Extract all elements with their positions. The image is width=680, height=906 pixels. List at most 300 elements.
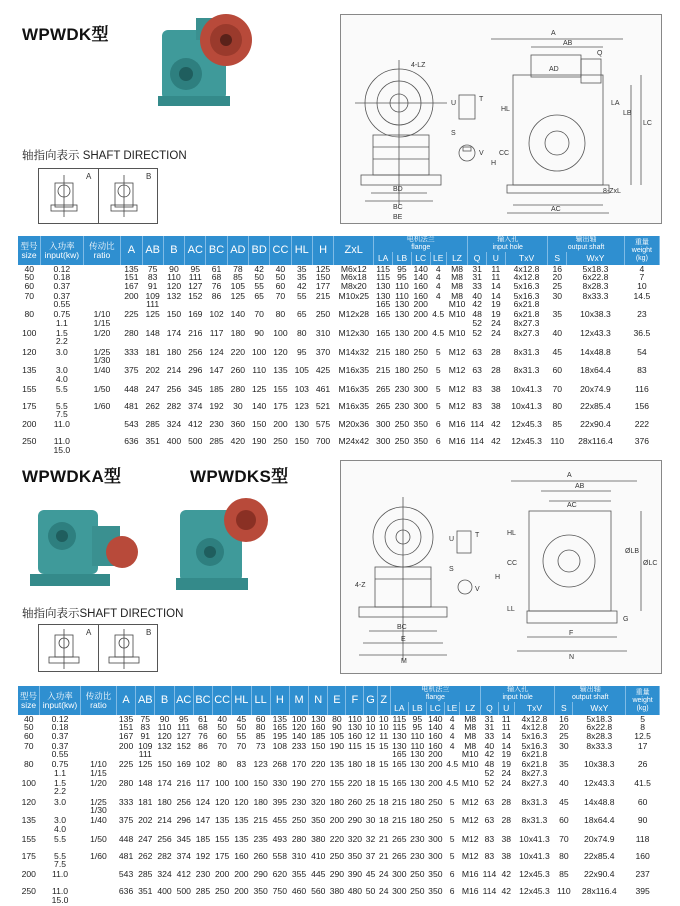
cell-power: 0.75 1.1	[53, 309, 71, 328]
cell-le: 4 4 4	[435, 264, 441, 291]
cell-lc: 250	[413, 365, 428, 376]
cell-g: 18	[365, 778, 376, 789]
cell-e: 180	[329, 796, 345, 807]
cell-txv: 12x45.3	[519, 886, 550, 897]
header-weight-en: weight	[631, 246, 652, 254]
header-weight-zh: 重量	[635, 688, 650, 696]
cell-la: 265	[375, 400, 391, 411]
cell-m: 100 120 140	[291, 714, 307, 741]
cell-cc: 200	[273, 419, 288, 430]
cell-bc: 124	[195, 796, 211, 807]
cell-q: 83	[472, 383, 482, 394]
header-col-e: E	[328, 686, 346, 715]
cell-b: 174	[157, 778, 172, 789]
cell-le: 5	[449, 796, 455, 807]
cell-cc: 250	[273, 436, 288, 447]
cell-wxy: 14x48.8	[580, 346, 611, 357]
cell-le: 5	[449, 850, 455, 861]
cell-le: 5	[435, 346, 441, 357]
header-flange	[390, 686, 480, 702]
cell-a: 636	[124, 436, 139, 447]
header-size	[18, 686, 40, 715]
cell-bc: 117	[196, 778, 210, 789]
cell-le: 4	[449, 740, 455, 751]
cell-ll: 73	[255, 740, 266, 751]
cell-b: 324	[157, 869, 172, 880]
cell-lb: 95 95 110	[395, 264, 409, 291]
cell-size: 40 50 60	[24, 714, 34, 741]
cell-la: 300	[392, 869, 407, 880]
cell-la: 265	[392, 850, 407, 861]
cell-lb: 250	[394, 419, 410, 430]
cell-h: 215	[315, 290, 331, 301]
cell-lb: 110 130	[410, 740, 425, 760]
cell-ab: 247	[138, 833, 153, 844]
cell-h: 370	[315, 346, 331, 357]
cell-wxy: 10x38.3	[580, 309, 611, 320]
cell-bd: 110	[252, 365, 266, 376]
cell-zxl: M20x36	[338, 419, 370, 430]
cell-h: 521	[315, 400, 331, 411]
table-row	[18, 329, 660, 348]
table-row	[18, 715, 660, 742]
cell-b: 400	[157, 886, 172, 897]
cell-f: 390	[347, 869, 363, 880]
cell-s: 80	[559, 850, 569, 861]
header-col-cc: CC	[213, 686, 232, 715]
dim2-label-cc: CC	[507, 560, 518, 567]
cell-ll: 60 80 85	[255, 714, 266, 741]
cell-a: 280	[124, 328, 139, 339]
spec-table-wpwdka	[18, 686, 660, 906]
cell-lz: M10	[448, 309, 466, 320]
cell-b: 256	[157, 833, 172, 844]
header-sub-u: U	[498, 702, 514, 715]
cell-n: 270	[311, 778, 326, 789]
header-col-n: N	[309, 686, 328, 715]
cell-size: 120	[21, 796, 36, 807]
dim2-label-h: H	[495, 574, 501, 581]
cell-ratio: 1/20	[90, 778, 107, 789]
cell-b: 90 110 120	[157, 714, 172, 741]
cell-hl: 105	[294, 365, 309, 376]
header-col-ad: AD	[227, 236, 248, 265]
cell-a: 200	[124, 290, 139, 301]
cell-ac: 374	[188, 400, 203, 411]
cell-bc: 102	[209, 309, 224, 320]
cell-z: 18	[378, 815, 389, 826]
cell-weight: 23	[637, 309, 647, 320]
cell-wxy: 14x48.8	[584, 796, 615, 807]
cell-bd: 42 50 55	[254, 264, 264, 291]
cell-a: 225	[124, 309, 139, 320]
cell-weight: 90	[637, 815, 648, 826]
dim-label-8zxl: 8-ZxL	[603, 188, 621, 195]
table-row	[18, 870, 660, 887]
cell-bc: 61 68 76	[211, 264, 222, 291]
header-input-hole-en: input hole	[502, 694, 533, 701]
cell-ab: 351	[138, 886, 153, 897]
header-col-a: A	[116, 686, 135, 715]
cell-hl: 160	[234, 850, 249, 861]
cell-power: 3.0 4.0	[54, 815, 66, 834]
cell-lb: 110 130	[394, 290, 410, 310]
dir-label-b: B	[146, 172, 152, 181]
cell-lc: 200	[413, 309, 428, 320]
cell-q: 48 52	[484, 759, 495, 778]
cell-ac: 500	[188, 436, 203, 447]
cell-le: 5	[435, 383, 441, 394]
cell-power: 5.5	[54, 833, 66, 844]
dim2-label-lb: ØLB	[625, 548, 640, 555]
cell-lz: M8 M10	[461, 740, 479, 760]
cell-a: 375	[118, 815, 134, 826]
cell-ac: 256	[188, 346, 203, 357]
header-sub-wxy: WxY	[573, 702, 626, 715]
cell-s: 85	[552, 419, 563, 430]
dim-label-t: T	[479, 96, 484, 103]
cell-size: 70	[24, 740, 34, 751]
header-col-ab: AB	[136, 686, 155, 715]
cell-m: 170	[291, 759, 307, 770]
cell-zxl: M14x32	[338, 346, 370, 357]
header-input-hole-zh: 输入孔	[497, 236, 519, 243]
header-sub-q: Q	[480, 702, 498, 715]
dim2-label-v: V	[475, 586, 480, 593]
cell-power: 11.0 15.0	[51, 886, 69, 905]
cell-lc: 350	[413, 419, 428, 430]
cell-hl: 135	[234, 833, 249, 844]
cell-b: 174	[166, 328, 182, 339]
cell-power: 3.0	[55, 346, 68, 357]
cell-le: 6	[449, 886, 455, 897]
cell-lz: M12	[461, 850, 479, 861]
cell-zxl: M6x12 M6x18 M8x20	[340, 264, 367, 291]
cell-wxy: 20x74.9	[580, 383, 611, 394]
cell-wxy: 28x116.4	[581, 886, 617, 897]
cell-lz: M12	[448, 365, 466, 376]
cell-m: 280	[291, 833, 307, 844]
cell-hl: 200	[234, 886, 249, 897]
cell-la: 165	[375, 309, 391, 320]
cell-power: 5.5	[55, 383, 68, 394]
cell-bc: 185	[195, 833, 211, 844]
cell-u: 38	[501, 833, 511, 844]
cell-lb: 230	[394, 383, 410, 394]
cell-ac: 169	[188, 309, 203, 320]
header-col-cc: CC	[270, 236, 291, 265]
cell-b: 180	[166, 346, 182, 357]
cell-wxy: 22x85.4	[580, 400, 611, 411]
dim-label-bd: BD	[393, 186, 403, 193]
cell-ratio: 1/10 1/15	[90, 759, 107, 778]
cell-e: 155	[329, 778, 345, 789]
cell-cc: 200	[215, 869, 230, 880]
cell-power: 0.37 0.55	[53, 290, 71, 310]
cell-size: 155	[22, 383, 37, 394]
table-row	[18, 348, 660, 367]
cell-a: 448	[124, 383, 139, 394]
cell-lb: 250	[410, 886, 425, 897]
cell-cc: 175	[273, 400, 288, 411]
cell-lb: 130	[410, 759, 425, 770]
header-flange-zh: 电机法兰	[406, 236, 435, 243]
cell-lc: 350	[413, 436, 428, 447]
cell-la: 300	[375, 419, 391, 430]
header-input-power-en: input(kw)	[44, 249, 80, 260]
header-ratio-zh: 传动比	[89, 240, 115, 251]
cell-lz: M16	[461, 886, 479, 897]
cell-e: 290	[329, 869, 345, 880]
cell-m: 190	[291, 778, 307, 789]
cell-s: 60	[552, 365, 563, 376]
cell-txv: 8x31.3	[513, 365, 540, 376]
header-weight	[626, 686, 660, 715]
cell-ratio	[83, 265, 121, 292]
cell-ad: 360	[230, 419, 246, 430]
header-sub-s: S	[548, 252, 567, 265]
header-ratio-en: ratio	[93, 249, 111, 260]
cell-lb: 130	[394, 309, 410, 320]
cell-ll: 350	[253, 886, 268, 897]
cell-n: 130 160 185	[311, 714, 326, 741]
header-col-ll: LL	[251, 686, 270, 715]
dir-label-a-2: A	[86, 628, 92, 637]
cell-hl: 120	[234, 796, 249, 807]
header-sub-lb: LB	[408, 702, 426, 715]
cell-lb: 230	[394, 400, 410, 411]
cell-s: 30	[559, 740, 569, 751]
header-col-f: F	[346, 686, 364, 715]
table-row	[18, 366, 660, 385]
header-sub-txv: TxV	[514, 702, 555, 715]
cell-txv: 12x45.3	[511, 436, 542, 447]
cell-size: 175	[22, 400, 37, 411]
cell-a: 448	[118, 833, 134, 844]
cell-bd: 140	[251, 400, 267, 411]
header-sub-lz: LZ	[460, 702, 480, 715]
shaft-direction-label-2: 轴指向表示SHAFT DIRECTION	[22, 608, 184, 620]
cell-e: 250	[329, 850, 345, 861]
cell-n: 380	[311, 833, 326, 844]
spec-table-wpwdk	[18, 236, 660, 456]
cell-lz: M16	[448, 419, 466, 430]
dir-label-b-2: B	[146, 628, 152, 637]
cell-cc: 40 50 60	[217, 714, 227, 741]
header-output-shaft-en: output shaft	[567, 244, 605, 251]
cell-h: 750	[272, 886, 287, 897]
cell-s: 40	[559, 778, 569, 789]
cell-txv: 8x31.3	[513, 346, 540, 357]
cell-txv: 10x41.3	[511, 383, 542, 394]
cell-ratio: 1/60	[93, 400, 111, 411]
cell-bd: 100	[251, 346, 267, 357]
cell-weight: 237	[635, 869, 650, 880]
cell-b: 324	[166, 419, 182, 430]
cell-size: 100	[22, 328, 37, 339]
cell-ab: 181	[145, 346, 160, 357]
cell-ad: 125	[230, 290, 246, 301]
dim-label-be: BE	[393, 214, 403, 221]
cell-ab: 285	[145, 419, 160, 430]
cell-f: 115	[348, 740, 362, 751]
cell-txv: 12x45.3	[511, 419, 542, 430]
cell-h: 575	[315, 419, 331, 430]
cell-lz: M12	[461, 833, 479, 844]
cell-ratio: 1/25 1/30	[93, 346, 111, 365]
cell-q: 114	[470, 436, 484, 447]
cell-bc: 86	[198, 740, 208, 751]
cell-ll: 123	[253, 759, 268, 770]
cell-ll: 235	[253, 833, 268, 844]
cell-f: 480	[347, 886, 363, 897]
cell-u: 42	[501, 869, 511, 880]
cell-z: 21	[378, 850, 389, 861]
cell-wxy: 18x64.4	[580, 365, 611, 376]
dim2-label-bc: BC	[397, 624, 407, 631]
cell-weight: 41.5	[634, 778, 651, 789]
cell-a: 225	[118, 759, 134, 770]
cell-cc: 120	[273, 346, 288, 357]
cell-lz: M12	[448, 346, 466, 357]
cell-g: 30	[365, 815, 376, 826]
cell-g: 25	[365, 796, 376, 807]
cell-bc: 61 68 76	[198, 714, 208, 741]
shaft-direction-diagram	[38, 168, 158, 224]
cell-u: 28	[491, 365, 501, 376]
cell-lz: M12	[461, 796, 479, 807]
cell-ac: 345	[188, 383, 203, 394]
cell-le: 6	[435, 419, 441, 430]
cell-b: 282	[166, 400, 182, 411]
cell-power: 0.12 0.18 0.37	[53, 264, 71, 291]
table-row	[18, 265, 660, 292]
cell-q: 52	[472, 328, 482, 339]
cell-le: 4.5	[432, 309, 445, 320]
cell-m: 230	[291, 796, 307, 807]
cell-h: 493	[272, 833, 287, 844]
dim-label-s: S	[451, 130, 456, 137]
cell-q: 83	[484, 833, 495, 844]
cell-lb: 130	[394, 328, 410, 339]
cell-n: 410	[311, 850, 326, 861]
cell-wxy: 5x18.3 6x22.8 8x28.3	[582, 264, 609, 291]
cell-z: 18	[378, 796, 389, 807]
cell-ac: 152	[176, 740, 191, 751]
cell-power: 3.0 4.0	[55, 365, 68, 384]
cell-bc: 192	[195, 850, 211, 861]
cell-weight: 376	[634, 436, 650, 447]
cell-hl: 150	[294, 436, 309, 447]
header-size-en: size	[20, 699, 37, 710]
header-input-hole-en: input hole	[492, 244, 523, 251]
cell-power: 5.5 7.5	[54, 850, 66, 870]
table-row	[18, 385, 660, 402]
cell-weight: 118	[635, 833, 650, 844]
cell-wxy: 28x116.4	[578, 436, 613, 447]
cell-ac: 152	[188, 290, 203, 301]
cell-zxl: M16x35	[338, 365, 370, 376]
cell-power: 11.0	[51, 869, 69, 880]
cell-ratio: 1/50	[93, 383, 111, 394]
cell-ab: 202	[138, 815, 153, 826]
cell-cc: 70	[275, 290, 286, 301]
cell-lc: 140 140 160	[413, 264, 428, 291]
cell-txv: 10x41.3	[511, 400, 542, 411]
cell-size: 70	[24, 290, 35, 301]
header-sub-wxy: WxY	[567, 252, 625, 265]
cell-ll: 260	[253, 850, 268, 861]
cell-lc: 160 200	[413, 290, 428, 310]
cell-a: 135 151 167	[124, 264, 139, 291]
header-col-ac: AC	[174, 686, 193, 715]
table-row	[18, 852, 660, 871]
cell-ac: 216	[188, 328, 203, 339]
cell-lb: 180	[410, 815, 425, 826]
cell-cc: 250	[215, 886, 230, 897]
cell-ad: 30	[233, 400, 243, 411]
cell-f: 290	[347, 815, 363, 826]
header-input-power-zh: 入功率	[47, 690, 73, 701]
dir-label-a: A	[86, 172, 92, 181]
cell-le: 6	[449, 869, 455, 880]
cell-q: 83	[484, 850, 495, 861]
cell-u: 42	[491, 419, 501, 430]
cell-g: 32	[365, 833, 376, 844]
cell-b: 214	[166, 365, 182, 376]
header-col-bd: BD	[249, 236, 270, 265]
cell-bd: 150	[251, 419, 267, 430]
cell-power: 0.75 1.1	[51, 759, 69, 778]
cell-la: 215	[392, 815, 407, 826]
cell-weight: 395	[635, 886, 650, 897]
cell-n: 560	[311, 886, 326, 897]
cell-txv: 8x31.3	[521, 796, 548, 807]
header-sub-lc: LC	[411, 252, 430, 265]
cell-cc: 155	[273, 383, 288, 394]
header-col-zxl: ZxL	[334, 236, 374, 265]
header-output-shaft	[548, 236, 624, 252]
cell-b: 150	[157, 759, 172, 770]
cell-lz: M10	[448, 328, 466, 339]
cell-f: 180	[347, 759, 363, 770]
cell-size: 155	[21, 833, 36, 844]
cell-ac: 412	[176, 869, 191, 880]
cell-bc: 285	[209, 436, 224, 447]
cell-g: 50	[365, 886, 376, 897]
cell-lc: 350	[428, 869, 443, 880]
header-weight-unit: (kg)	[636, 704, 649, 712]
header-input-hole	[468, 236, 548, 252]
cell-la: 130 165	[375, 290, 391, 310]
cell-ratio	[83, 420, 121, 437]
table-row	[18, 420, 660, 437]
cell-txv: 8x27.3	[513, 328, 540, 339]
header-input-hole-zh: 输入孔	[507, 686, 529, 693]
cell-cc: 80	[217, 759, 227, 770]
cell-ab: 109 111	[138, 740, 153, 760]
header-sub-txv: TxV	[505, 252, 548, 265]
cell-s: 16 20 25	[552, 264, 563, 291]
cell-m: 233	[291, 740, 307, 751]
cell-bd: 190	[251, 436, 267, 447]
cell-b: 180	[157, 796, 172, 807]
cell-ac: 412	[188, 419, 203, 430]
cell-ratio: 1/50	[90, 833, 107, 844]
dim-label-4lz: 4-LZ	[411, 62, 426, 69]
cell-ac: 95 111 127	[176, 714, 191, 741]
cell-u: 24	[501, 778, 511, 789]
